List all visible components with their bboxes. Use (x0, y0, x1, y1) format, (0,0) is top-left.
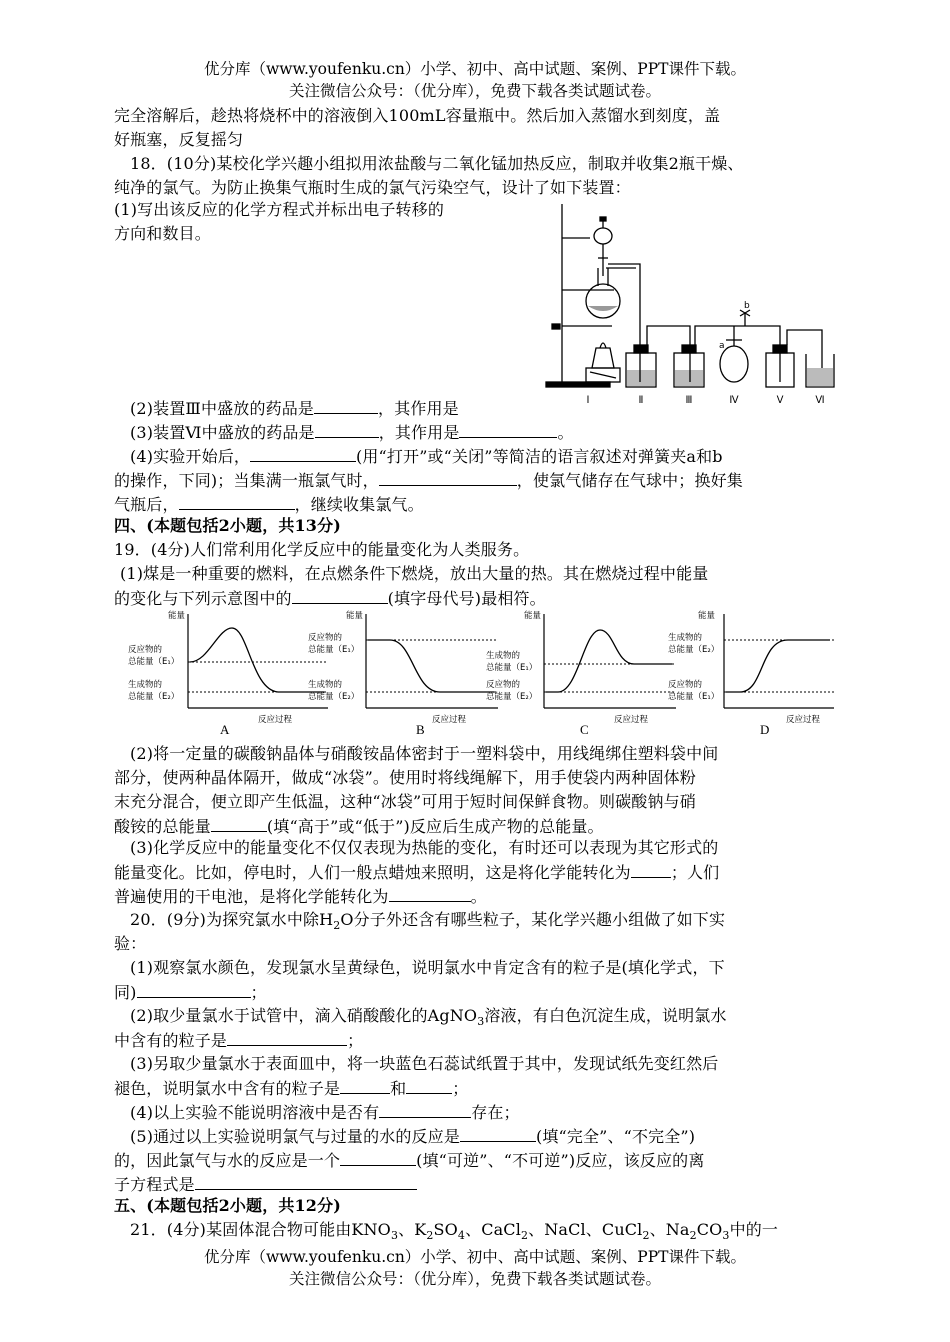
process-axis-label: 反应过程 (614, 715, 649, 725)
question-21-stem: 21．(4分)某固体混合物可能由$KNO_3$、$K_2SO_4$、CaCl$_2$、NaCl、CuCl$_2$、$Na_2CO_3$中的一 (130, 1220, 779, 1243)
text-line: 中含有的粒子是 ； (114, 1028, 836, 1053)
text-line: (2)取少量氯水于试管中，滴入硝酸酸化的AgNO$_3$溶液，有白色沉淀生成，说明氯水 (130, 1006, 727, 1029)
diagram-c (486, 610, 676, 737)
diagram-letter: D (760, 722, 770, 737)
question-18-stem: 18．(10分)某校化学兴趣小组拟用浓盐酸与二氧化锰加热反应，制取并收集2瓶干燥、 (130, 154, 744, 173)
text-line: 酸铵的总能量 (填“高于”或“低于”)反应后生成产物的总能量。 (114, 814, 836, 839)
energy-axis-label: 能量 (698, 611, 716, 621)
process-axis-label: 反应过程 (432, 715, 467, 725)
text-line: 部分，使两种晶体隔开，做成“冰袋”。使用时将线绳解下，用手使袋内两种固体粉 (114, 768, 696, 787)
footer-line-2: 关注微信公众号：（优分库），免费下载各类试题试卷。 (288, 1270, 661, 1288)
level-label: 反应物的 (128, 645, 163, 655)
text-line: (4)实验开始后， (用“打开”或“关闭”等简洁的语言叙述对弹簧夹a和b (130, 444, 852, 469)
answer-blank[interactable] (250, 444, 356, 462)
apparatus-label-3: Ⅲ (685, 395, 693, 406)
text-line: 褪色，说明氯水中含有的粒子是 和 ； (114, 1076, 836, 1101)
apparatus-label-5: Ⅴ (776, 395, 784, 406)
process-axis-label: 反应过程 (258, 715, 293, 725)
section-5-heading: 五、(本题包括2小题，共12分) (114, 1196, 341, 1215)
energy-axis-label: 能量 (168, 611, 186, 621)
text-line: 方向和数目。 (114, 224, 211, 243)
answer-blank[interactable] (379, 468, 517, 486)
diagram-d (668, 610, 834, 737)
text-line: 的操作，下同)；当集满一瓶氯气时， ，使氯气储存在气球中；换好集 (114, 468, 836, 493)
apparatus-label-4: Ⅳ (729, 395, 739, 406)
text-line: 纯净的氯气。为防止换集气瓶时生成的氯气污染空气，设计了如下装置： (114, 178, 631, 197)
text-line: 同) ； (114, 980, 836, 1005)
text-line: 的变化与下列示意图中的 (填字母代号)最相符。 (114, 586, 836, 611)
answer-blank[interactable] (292, 586, 388, 604)
text-line: (5)通过以上实验说明氯气与过量的水的反应是 (填“完全”、“不完全”) (130, 1124, 852, 1149)
energy-diagrams (128, 608, 838, 738)
clip-b-label: b (744, 301, 750, 311)
clip-a-label: a (719, 341, 725, 351)
level-label: 总能量（E₂） (668, 645, 720, 655)
level-label: 反应物的 (308, 633, 343, 643)
diagram-b (308, 610, 498, 737)
answer-blank[interactable] (211, 814, 267, 832)
question-20-stem: 20．(9分)为探究氯水中除$H_2O$分子外还含有哪些粒子，某化学兴趣小组做了如下实 (130, 910, 726, 933)
answer-blank[interactable] (389, 884, 471, 902)
footer-line-1: 优分库（www.youfenku.cn）小学、初中、高中试题、案例、PPT课件下载。 (203, 1248, 747, 1266)
level-label: 总能量（E₂） (308, 692, 360, 702)
header-line-2: 关注微信公众号：（优分库），免费下载各类试题试卷。 (288, 82, 661, 100)
section-4-heading: 四、(本题包括2小题，共13分) (114, 516, 341, 535)
question-19-stem: 19．(4分)人们常利用化学反应中的能量变化为人类服务。 (114, 540, 530, 559)
process-axis-label: 反应过程 (786, 715, 821, 725)
text-line: 好瓶塞，反复摇匀 (114, 130, 244, 149)
level-label: 生成物的 (308, 680, 343, 690)
text-line: (1)观察氯水颜色，发现氯水呈黄绿色，说明氯水中肯定含有的粒子是(填化学式，下 (130, 958, 725, 977)
text-line: (3)化学反应中的能量变化不仅仅表现为热能的变化，有时还可以表现为其它形式的 (130, 838, 719, 857)
answer-blank[interactable] (314, 396, 378, 414)
apparatus-label-2: Ⅱ (638, 395, 644, 406)
level-label: 总能量（E₂） (486, 692, 538, 702)
level-label: 总能量（E₁） (668, 692, 720, 702)
answer-blank[interactable] (195, 1172, 417, 1190)
level-label: 总能量（E₁） (308, 645, 360, 655)
level-label: 生成物的 (128, 680, 163, 690)
header-line-1: 优分库（www.youfenku.cn）小学、初中、高中试题、案例、PPT课件下载。 (203, 60, 747, 78)
text-line: (3)装置Ⅵ中盛放的药品是 ，其作用是 。 (130, 420, 852, 445)
answer-blank[interactable] (340, 1076, 390, 1094)
energy-axis-label: 能量 (346, 611, 364, 621)
energy-axis-label: 能量 (524, 611, 542, 621)
answer-blank[interactable] (137, 980, 251, 998)
answer-blank[interactable] (227, 1028, 347, 1046)
level-label: 反应物的 (486, 680, 521, 690)
answer-blank[interactable] (406, 1076, 452, 1094)
text-line: 验： (114, 934, 147, 953)
text-line: 完全溶解后，趁热将烧杯中的溶液倒入100mL容量瓶中。然后加入蒸馏水到刻度，盖 (114, 106, 721, 125)
answer-blank[interactable] (631, 860, 671, 878)
text-line: (2)将一定量的碳酸钠晶体与硝酸铵晶体密封于一塑料袋中，用线绳绑住塑料袋中间 (130, 744, 719, 763)
text-line: (1)煤是一种重要的燃料，在点燃条件下燃烧，放出大量的热。其在燃烧过程中能量 (120, 564, 709, 583)
apparatus-label-1: Ⅰ (586, 395, 590, 406)
text-line: (1)写出该反应的化学方程式并标出电子转移的 (114, 200, 444, 219)
text-line: 的，因此氯气与水的反应是一个 (填“可逆”、“不可逆”)反应，该反应的离 (114, 1148, 836, 1173)
apparatus-diagram (540, 198, 836, 410)
level-label: 总能量（E₁） (128, 657, 180, 667)
text-line: (4)以上实验不能说明溶液中是否有 存在； (130, 1100, 852, 1125)
level-label: 反应物的 (668, 680, 703, 690)
text-line: 子方程式是 (114, 1172, 836, 1197)
diagram-letter: A (220, 722, 230, 737)
answer-blank[interactable] (179, 492, 295, 510)
diagram-letter: B (416, 722, 425, 737)
level-label: 总能量（E₁） (486, 663, 538, 673)
text-line: (2)装置Ⅲ中盛放的药品是 ，其作用是 (130, 396, 852, 421)
text-line: 气瓶后， ，继续收集氯气。 (114, 492, 836, 517)
answer-blank[interactable] (315, 420, 379, 438)
answer-blank[interactable] (459, 420, 557, 438)
text-line: 普遍使用的干电池，是将化学能转化为 。 (114, 884, 836, 909)
text-line: 能量变化。比如，停电时，人们一般点蜡烛来照明，这是将化学能转化为 ；人们 (114, 860, 836, 885)
text-line: (3)另取少量氯水于表面皿中，将一块蓝色石蕊试纸置于其中，发现试纸先变红然后 (130, 1054, 719, 1073)
answer-blank[interactable] (340, 1148, 416, 1166)
diagram-a (128, 610, 328, 737)
diagram-letter: C (580, 722, 589, 737)
level-label: 总能量（E₂） (128, 692, 180, 702)
apparatus-label-6: Ⅵ (815, 395, 825, 406)
text-line: 末充分混合，便立即产生低温，这种“冰袋”可用于短时间保鲜食物。则碳酸钠与硝 (114, 792, 696, 811)
level-label: 生成物的 (486, 651, 521, 661)
answer-blank[interactable] (379, 1100, 471, 1118)
answer-blank[interactable] (460, 1124, 536, 1142)
level-label: 生成物的 (668, 633, 703, 643)
